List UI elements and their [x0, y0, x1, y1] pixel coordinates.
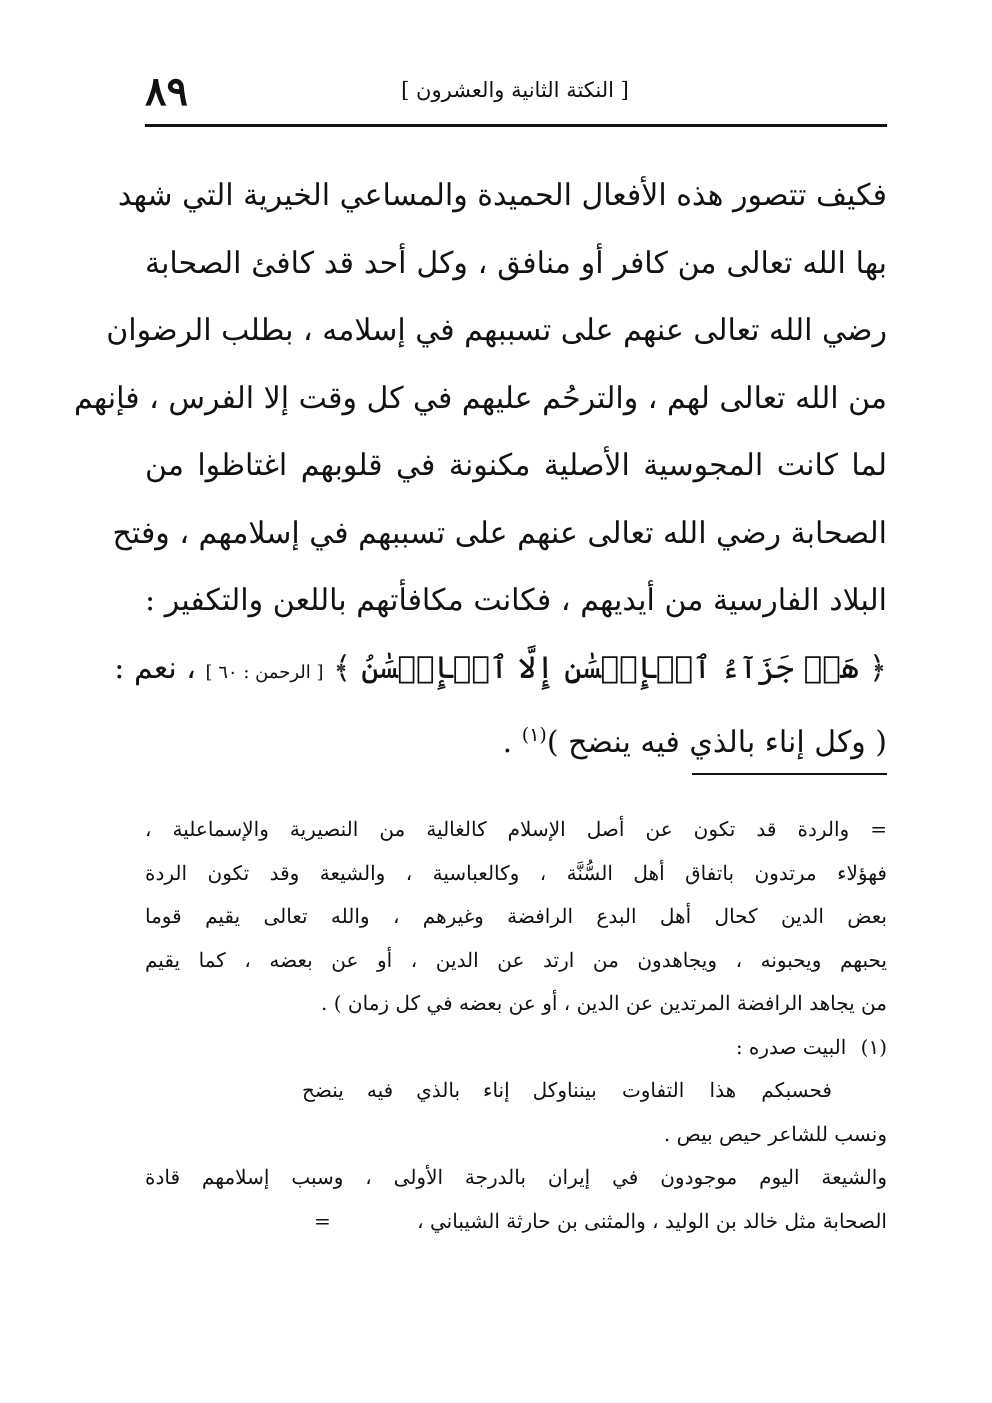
quran-after-text: ، نعم :	[114, 650, 196, 686]
footnote-line: من يجاهد الرافضة المرتدين عن الدين ، أو عن بعضه في كل زمان ) .	[321, 991, 887, 1015]
main-line: البلاد الفارسية من أيديهم ، فكانت مكافأتهم باللعن والتكفير :	[145, 583, 887, 618]
footnote-note-line	[145, 1026, 887, 1070]
footnote-line: فهؤلاء مرتدون باتفاق أهل السُّنَّة ، وكالعباسية ، والشيعة وقد تكون الردة	[145, 860, 887, 885]
last-line-end: .	[502, 725, 513, 760]
footnote-line-last	[145, 1200, 887, 1244]
footnote-line: والشيعة اليوم موجودون في إيران بالدرجة الأولى ، وسبب إسلامهم قادة	[145, 1165, 887, 1189]
continuation-mark: =	[314, 1208, 331, 1233]
footnote-rule	[692, 773, 887, 775]
footnote-intro: البيت صدره :	[735, 1034, 847, 1059]
main-text	[73, 162, 887, 770]
verse-second-half: وكل إناء بالذي فيه ينضح	[302, 1078, 567, 1102]
main-line-last	[145, 702, 887, 770]
main-line: رضي الله تعالى عنهم على تسببهم في إسلامه ، بطلب الرضوان	[106, 313, 887, 348]
last-line-text: ( وكل إناء بالذي فيه ينضح )	[546, 725, 887, 760]
quran-line	[114, 635, 887, 703]
main-line: فكيف تتصور هذه الأفعال الحميدة والمساعي الخيرية التي شهد	[117, 178, 887, 213]
attribution-line: ونسب للشاعر حيص بيص .	[663, 1121, 887, 1146]
main-line: من الله تعالى لهم ، والترحُم عليهم في كل وقت إلا الفرس ، فإنهم	[73, 380, 887, 416]
page-number: ٨٩	[145, 68, 188, 115]
footnote-line: بعض الدين كحال أهل البدع الرافضة وغيرهم ، والله تعالى يقيم قوما	[145, 904, 887, 928]
footnote-tail-text: الصحابة مثل خالد بن الوليد ، والمثنى بن حارثة الشيباني ،	[417, 1208, 887, 1233]
verse-first-half: فحسبكم هذا التفاوت بيننا	[567, 1078, 832, 1102]
footnote-line: = والردة قد تكون عن أصل الإسلام كالغالية من النصيرية والإسماعلية ،	[145, 817, 887, 841]
verse-reference: [ الرحمن : ٦٠ ]	[205, 661, 324, 683]
footnote-line: يحبهم ويحبونه ، ويجاهدون من ارتد عن الدين ، أو عن بعضه ، كما يقيم	[145, 947, 887, 972]
poetry-verse	[145, 1069, 887, 1113]
main-line: لما كانت المجوسية الأصلية مكنونة في قلوبهم اغتاظوا من	[145, 448, 887, 483]
header-rule	[145, 124, 887, 127]
footnote-number: (١)	[860, 1034, 887, 1059]
running-head: [ النكتة الثانية والعشرون ]	[401, 78, 629, 102]
main-line: الصحابة رضي الله تعالى عنهم على تسببهم في إسلامهم ، وفتح	[112, 515, 887, 551]
quran-verse: ﴿ هَلۡ جَزَآءُ ٱلۡإِحۡسَٰنِ إِلَّا ٱلۡإِحۡسَٰنُ ﴾	[333, 649, 887, 686]
main-line: بها الله تعالى من كافر أو منافق ، وكل أحد قد كافئ الصحابة	[145, 245, 887, 281]
footnote-marker: (١)	[521, 724, 547, 746]
footnotes	[145, 808, 887, 1243]
